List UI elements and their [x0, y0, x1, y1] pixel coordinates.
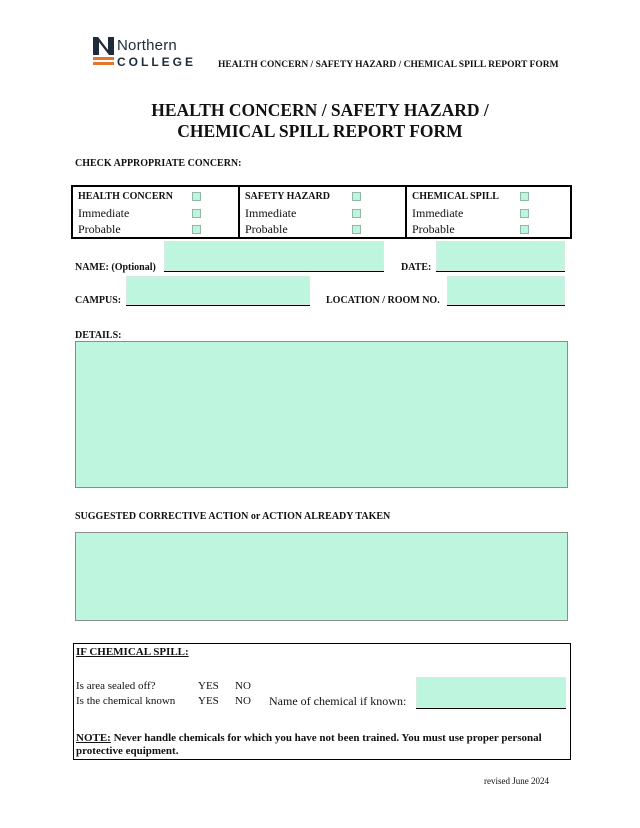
note-label: NOTE:	[76, 732, 111, 744]
college-logo-mark-icon	[93, 37, 115, 67]
name-label: NAME: (Optional)	[75, 262, 156, 273]
page-title-line1: HEALTH CONCERN / SAFETY HAZARD /	[151, 100, 489, 120]
chemical-name-field[interactable]	[416, 677, 566, 708]
concern-heading-chemical: CHEMICAL SPILL	[412, 191, 499, 202]
chemical-known-question: Is the chemical known	[76, 695, 176, 707]
concern-column-health	[73, 187, 239, 237]
chemical-spill-heading: IF CHEMICAL SPILL:	[76, 646, 189, 658]
safety-note	[76, 732, 568, 758]
page-title-line2: CHEMICAL SPILL REPORT FORM	[177, 121, 463, 141]
health-probable-label: Probable	[78, 222, 121, 236]
chemical-name-underline	[416, 708, 566, 709]
location-label: LOCATION / ROOM NO.	[326, 295, 440, 306]
revision-date: revised June 2024	[484, 776, 549, 786]
safety-probable-label: Probable	[245, 222, 288, 236]
date-field[interactable]	[436, 241, 565, 271]
health-immediate-checkbox[interactable]	[192, 209, 201, 218]
campus-underline	[126, 305, 310, 306]
safety-probable-checkbox[interactable]	[352, 225, 361, 234]
chemical-immediate-checkbox[interactable]	[520, 209, 529, 218]
chemical-probable-label: Probable	[412, 222, 455, 236]
details-textarea[interactable]	[75, 341, 568, 488]
date-label: DATE:	[401, 262, 432, 273]
chemical-spill-checkbox[interactable]	[520, 192, 529, 201]
concern-heading-safety: SAFETY HAZARD	[245, 191, 330, 202]
chemical-known-yes-option[interactable]: YES	[198, 695, 219, 707]
safety-immediate-checkbox[interactable]	[352, 209, 361, 218]
campus-field[interactable]	[126, 276, 310, 305]
safety-hazard-checkbox[interactable]	[352, 192, 361, 201]
name-field[interactable]	[164, 241, 384, 271]
area-sealed-question: Is area sealed off?	[76, 680, 156, 692]
date-underline	[436, 271, 565, 272]
area-sealed-yes-option[interactable]: YES	[198, 680, 219, 692]
header-form-title: HEALTH CONCERN / SAFETY HAZARD / CHEMICAL SPILL REPORT FORM	[218, 60, 559, 70]
health-immediate-label: Immediate	[78, 206, 130, 220]
corrective-action-label: SUGGESTED CORRECTIVE ACTION or ACTION ALREADY TAKEN	[75, 511, 391, 522]
location-underline	[447, 305, 565, 306]
area-sealed-no-option[interactable]: NO	[235, 680, 251, 692]
chemical-spill-section	[73, 643, 571, 760]
concern-prompt: CHECK APPROPRIATE CONCERN:	[75, 158, 242, 169]
safety-immediate-label: Immediate	[245, 206, 297, 220]
logo-word-college: COLLEGE	[117, 55, 197, 69]
health-concern-checkbox[interactable]	[192, 192, 201, 201]
chemical-name-label: Name of chemical if known:	[269, 694, 407, 708]
name-underline	[164, 271, 384, 272]
concern-column-chemical	[407, 187, 571, 237]
chemical-probable-checkbox[interactable]	[520, 225, 529, 234]
campus-label: CAMPUS:	[75, 295, 122, 306]
chemical-known-no-option[interactable]: NO	[235, 695, 251, 707]
details-label: DETAILS:	[75, 330, 122, 341]
corrective-action-textarea[interactable]	[75, 532, 568, 621]
chemical-immediate-label: Immediate	[412, 206, 464, 220]
location-field[interactable]	[447, 276, 565, 305]
concern-heading-health: HEALTH CONCERN	[78, 191, 173, 202]
note-text: Never handle chemicals for which you have not been trained. You must use proper personal protective equipment.	[76, 732, 542, 757]
concern-column-safety	[240, 187, 406, 237]
concern-checkbox-table	[71, 185, 572, 239]
health-probable-checkbox[interactable]	[192, 225, 201, 234]
logo-word-northern: Northern	[117, 37, 177, 54]
